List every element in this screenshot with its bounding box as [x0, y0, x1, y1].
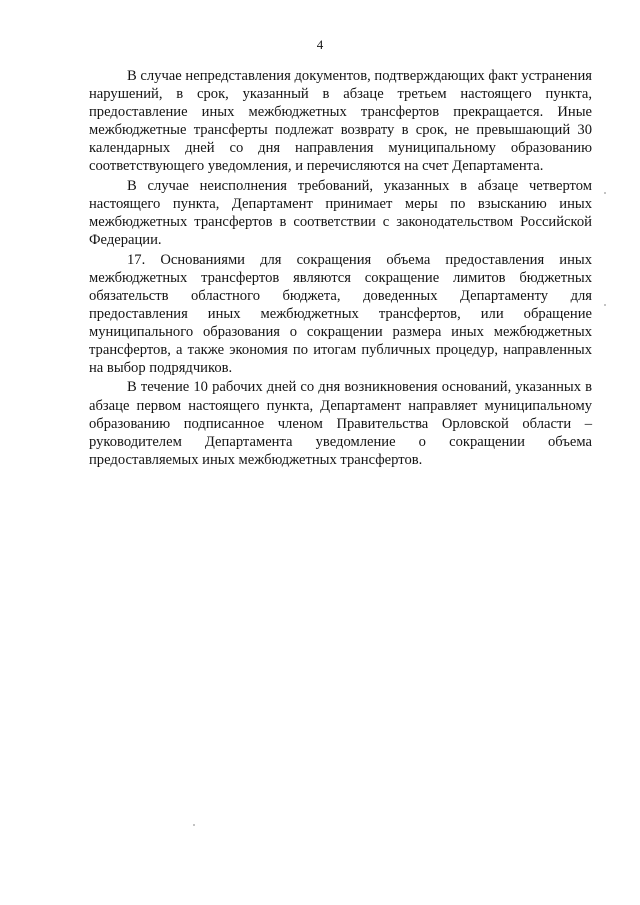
scan-speck: [604, 192, 606, 194]
paragraph-reduction-notice: В течение 10 рабочих дней со дня возникновения оснований, указанных в абзаце первом настоящего пункта, Департамент направляет муниципальному образованию подписанное членом Правительства Орловской области – руководителем Департамента уведомление о сокращении объема предоставляемых иных межбюджетных трансфертов.: [89, 379, 592, 468]
scan-speck: [193, 824, 195, 826]
paragraph-non-fulfillment: В случае неисполнения требований, указанных в абзаце четвертом настоящего пункта, Департамент принимает меры по взысканию иных межбюджетных трансфертов в соответствии с законодательством Российской Федерации.: [89, 177, 592, 249]
document-body: [89, 67, 592, 470]
page-number: 4: [316, 37, 324, 52]
paragraph-item-17-grounds: 17. Основаниями для сокращения объема предоставления иных межбюджетных трансфертов являются сокращение лимитов бюджетных обязательств областного бюджета, доведенных Департаменту для предоставления иных межбюджетных трансфертов, или обращение муниципального образования о сокращении размера иных межбюджетных трансфертов, а также экономия по итогам публичных процедур, направленных на выбор подрядчиков.: [89, 251, 592, 377]
scan-speck: [604, 304, 606, 306]
paragraph-document-non-submission: В случае непредставления документов, подтверждающих факт устранения нарушений, в срок, указанный в абзаце третьем настоящего пункта, предоставление иных межбюджетных трансфертов прекращается. Иные межбюджетные трансферты подлежат возврату в срок, не превышающий 30 календарных дней со дня направления муниципальному образованию соответствующего уведомления, и перечисляются на счет Департамента.: [89, 68, 592, 175]
